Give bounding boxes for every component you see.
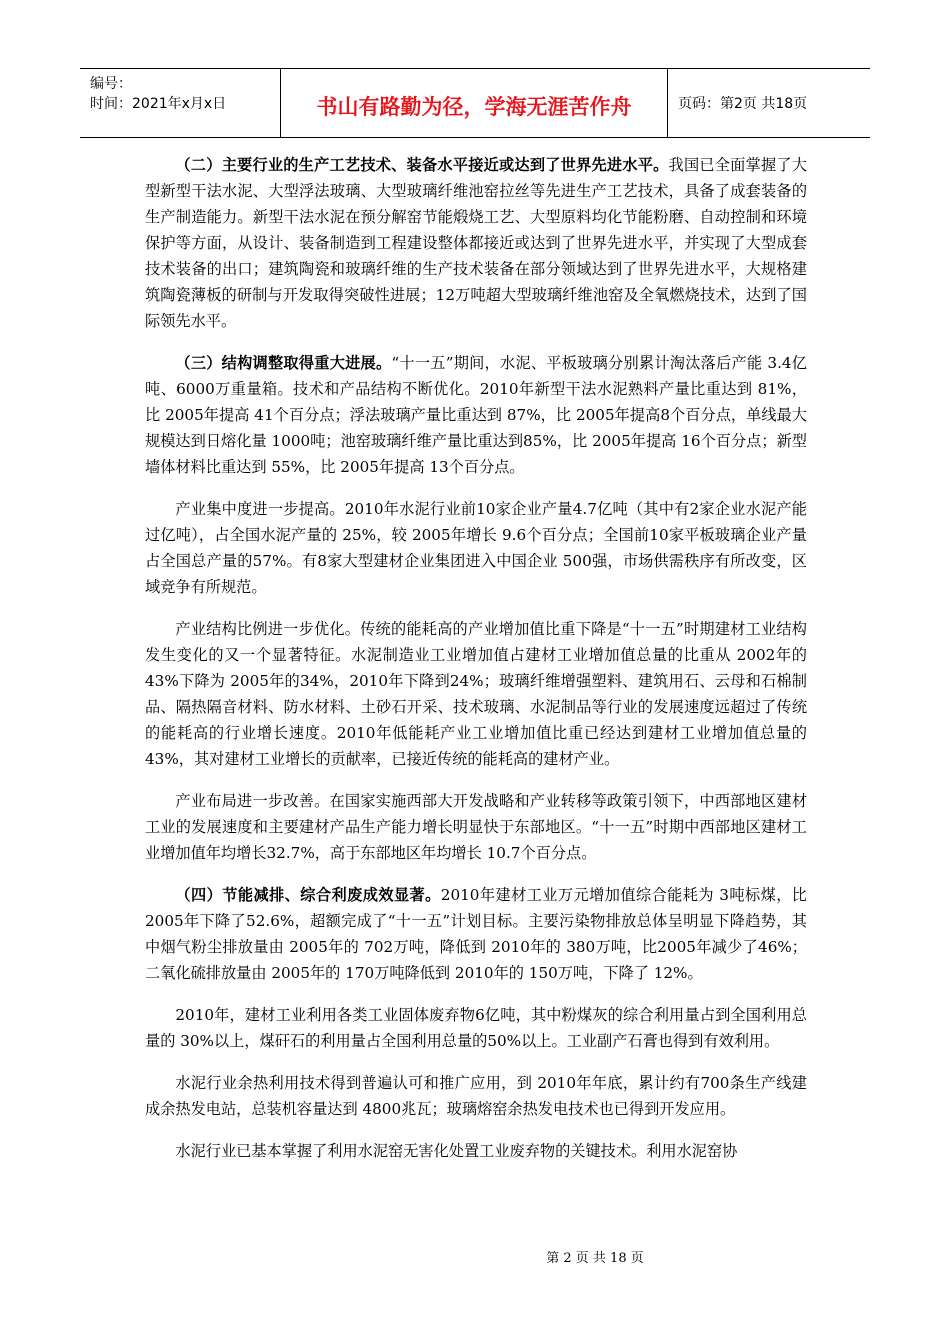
header-page-cell — [668, 69, 870, 137]
paragraph — [145, 496, 807, 600]
header-motto-cell — [281, 69, 668, 137]
paragraph-heading: （四）节能减排、综合利废成效显著。 — [175, 886, 441, 904]
page-code-label: 页码：第2页 共18页 — [678, 96, 808, 112]
paragraph — [145, 616, 807, 772]
paragraph-heading: （二）主要行业的生产工艺技术、装备水平接近或达到了世界先进水平。 — [175, 156, 669, 174]
paragraph-text: 水泥行业已基本掌握了利用水泥窑无害化处置工业废弃物的关键技术。利用水泥窑协 — [175, 1142, 738, 1160]
paragraph — [145, 882, 807, 986]
paragraph-text: 产业集中度进一步提高。2010年水泥行业前10家企业产量4.7亿吨（其中有2家企业水泥产能过亿吨），占全国水泥产量的 25%，较 2005年增长 9.6个百分点；全国前10家平板玻璃企业产量占全国总产量的57%。有8家大型建材企业集团进入中国企业 500强，市场供需秩序有所改变，区域竞争有所规范。 — [145, 500, 807, 596]
paragraph-text: 2010年建材工业万元增加值综合能耗为 3吨标煤，比2005年下降了52.6%，超额完成了“十一五”计划目标。主要污染物排放总体呈明显下降趋势，其中烟气粉尘排放量由 2005年的 702万吨，降低到 2010年的 380万吨，比2005年减少了46%；二氧化硫排放量由 2005年的 170万吨降低到 2010年的 150万吨，下降了 12%。 — [145, 886, 807, 982]
paragraph — [145, 788, 807, 866]
document-number-label: 编号： — [90, 76, 132, 92]
paragraph-text: 产业结构比例进一步优化。传统的能耗高的产业增加值比重下降是“十一五”时期建材工业结构发生变化的又一个显著特征。水泥制造业工业增加值占建材工业增加值总量的比重从 2002年的43%下降为 2005年的34%，2010年下降到24%；玻璃纤维增强塑料、建筑用石、云母和石棉制品、隔热隔音材料、防水材料、土砂石开采、技术玻璃、水泥制品等行业的发展速度远超过了传统的能耗高的行业增长速度。2010年低能耗产业工业增加值比重已经达到建材工业增加值总量的43%，其对建材工业增长的贡献率，已接近传统的能耗高的建材产业。 — [145, 620, 807, 768]
paragraph — [145, 1070, 807, 1122]
page-header — [80, 68, 870, 138]
header-info-cell — [80, 69, 281, 137]
paragraph-text: 水泥行业余热利用技术得到普遍认可和推广应用，到 2010年年底，累计约有700条生产线建成余热发电站，总装机容量达到 4800兆瓦；玻璃熔窑余热发电技术也已得到开发应用。 — [145, 1074, 807, 1118]
footer-page-number: 第 2 页 共 18 页 — [546, 1251, 644, 1266]
page-footer — [0, 1247, 950, 1266]
paragraph-text: 产业布局进一步改善。在国家实施西部大开发战略和产业转移等政策引领下，中西部地区建材工业的发展速度和主要建材产品生产能力增长明显快于东部地区。“十一五”时期中西部地区建材工业增加值年均增长32.7%，高于东部地区年均增长 10.7个百分点。 — [145, 792, 807, 862]
paragraph-text: 2010年，建材工业利用各类工业固体废弃物6亿吨，其中粉煤灰的综合利用量占到全国利用总量的 30%以上，煤矸石的利用量占全国利用总量的50%以上。工业副产石膏也得到有效利用。 — [145, 1006, 807, 1050]
motto-text: 书山有路勤为径，学海无涯苦作舟 — [316, 95, 632, 119]
paragraph-text: 我国已全面掌握了大型新型干法水泥、大型浮法玻璃、大型玻璃纤维池窑拉丝等先进生产工艺技术，具备了成套装备的生产制造能力。新型干法水泥在预分解窑节能煅烧工艺、大型原料均化节能粉磨、自动控制和环境保护等方面，从设计、装备制造到工程建设整体都接近或达到了世界先进水平，并实现了大型成套技术装备的出口；建筑陶瓷和玻璃纤维的生产技术装备在部分领域达到了世界先进水平，大规格建筑陶瓷薄板的研制与开发取得突破性进展；12万吨超大型玻璃纤维池窑及全氧燃烧技术，达到了国际领先水平。 — [145, 156, 808, 330]
paragraph — [145, 152, 807, 334]
document-time-label: 时间：2021年x月x日 — [90, 96, 227, 112]
paragraph-heading: （三）结构调整取得重大进展。 — [175, 354, 392, 372]
paragraph — [145, 1002, 807, 1054]
paragraph — [145, 350, 807, 480]
paragraph-text: “十一五”期间，水泥、平板玻璃分别累计淘汰落后产能 3.4亿吨、6000万重量箱。技术和产品结构不断优化。2010年新型干法水泥熟料产量比重达到 81%，比 2005年提高 41个百分点；浮法玻璃产量比重达到 87%，比 2005年提高8个百分点，单线最大规模达到日熔化量 1000吨；池窑玻璃纤维产量比重达到85%，比 2005年提高 16个百分点；新型墙体材料比重达到 55%，比 2005年提高 13个百分点。 — [145, 354, 807, 476]
paragraph — [145, 1138, 807, 1164]
document-body — [145, 152, 807, 1180]
